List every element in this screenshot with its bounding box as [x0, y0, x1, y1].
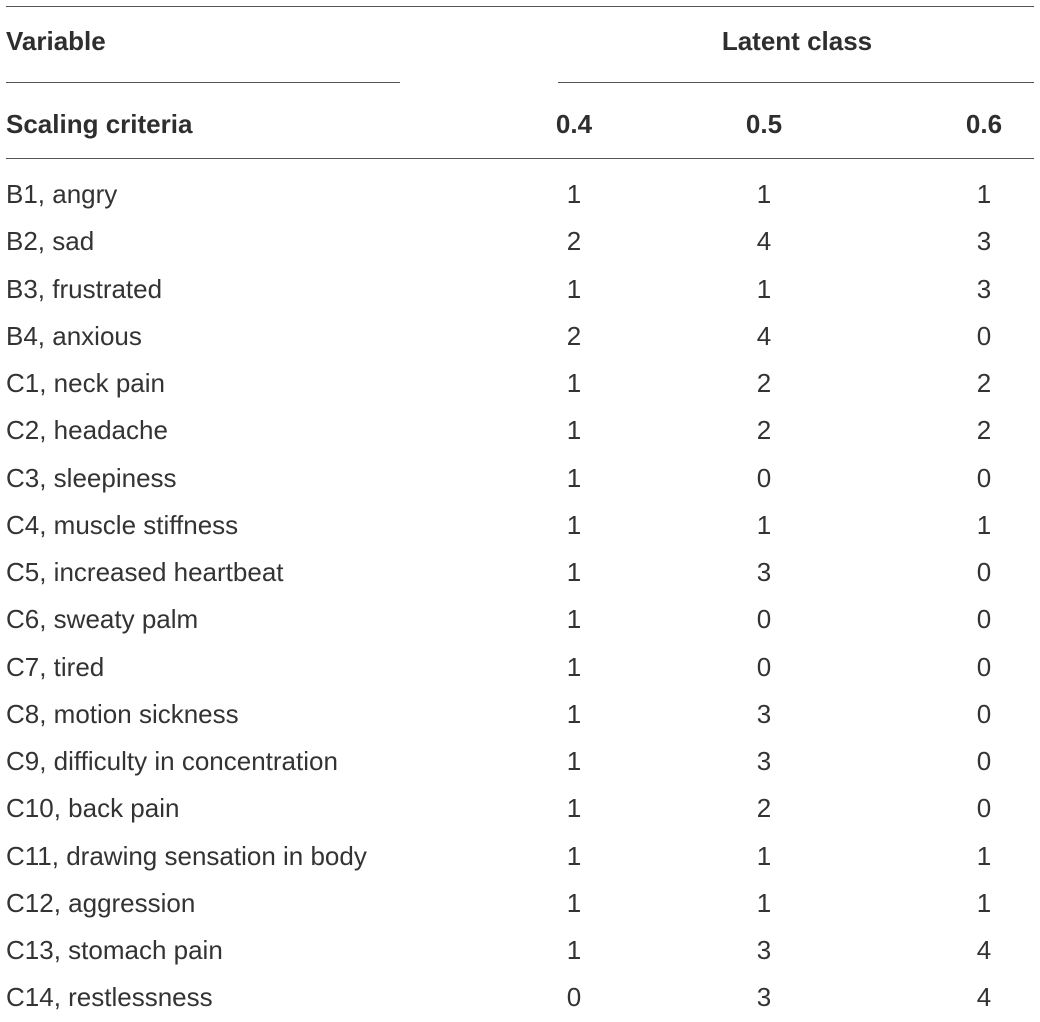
- table-row: [0, 360, 1040, 407]
- row-label: C1, neck pain: [6, 368, 165, 398]
- row-value: 1: [566, 935, 582, 965]
- header-latent-class: Latent class: [721, 26, 873, 56]
- row-value: 1: [566, 604, 582, 635]
- row-value: 3: [756, 746, 772, 776]
- row-value: 0: [756, 604, 772, 635]
- row-label: B2, sad: [6, 226, 95, 257]
- row-value: 1: [976, 179, 992, 209]
- table-row: [0, 738, 1040, 785]
- row-value: 1: [756, 273, 772, 304]
- row-value: 1: [756, 887, 772, 918]
- table-body: [0, 171, 1040, 1022]
- table-row: [0, 218, 1040, 265]
- header-column-0-5: 0.5: [745, 109, 783, 139]
- header-column-0-4: 0.4: [555, 109, 593, 139]
- table-row: [0, 502, 1040, 549]
- row-value: 1: [566, 651, 582, 682]
- row-value: 3: [976, 226, 992, 257]
- row-value: 3: [976, 273, 992, 304]
- row-value: 0: [756, 462, 772, 493]
- row-value: 0: [976, 462, 992, 493]
- row-value: 0: [976, 604, 992, 635]
- row-label: C3, sleepiness: [6, 462, 177, 493]
- row-value: 4: [756, 320, 772, 351]
- row-value: 1: [756, 509, 772, 540]
- row-value: 3: [756, 982, 772, 1013]
- row-value: 1: [566, 557, 582, 587]
- row-label: C14, restlessness: [6, 982, 213, 1013]
- table-row: [0, 407, 1040, 454]
- row-value: 0: [976, 698, 992, 729]
- row-value: 2: [976, 415, 992, 446]
- header-scaling-criteria: Scaling criteria: [6, 109, 193, 139]
- row-value: 0: [566, 982, 582, 1013]
- table-row: [0, 974, 1040, 1021]
- table-top-rule: [6, 6, 1034, 7]
- header-column-0-6: 0.6: [965, 109, 1003, 139]
- row-value: 2: [756, 415, 772, 446]
- row-label: C2, headache: [6, 415, 168, 446]
- header-bottom-rule: [6, 158, 1034, 159]
- row-value: 3: [756, 698, 772, 729]
- row-label: C13, stomach pain: [6, 935, 223, 965]
- row-label: C7, tired: [6, 651, 105, 682]
- row-label: C5, increased heartbeat: [6, 557, 284, 587]
- row-value: 4: [756, 226, 772, 257]
- table-row: [0, 644, 1040, 691]
- row-value: 1: [976, 840, 992, 871]
- row-value: 2: [566, 320, 582, 351]
- table-row: [0, 455, 1040, 502]
- row-value: 1: [566, 415, 582, 446]
- row-label: C4, muscle stiffness: [6, 509, 239, 540]
- row-value: 1: [976, 887, 992, 918]
- row-value: 3: [756, 935, 772, 965]
- row-value: 0: [976, 557, 992, 587]
- header-variable-rule: [6, 82, 400, 83]
- row-value: 2: [756, 368, 772, 398]
- row-value: 4: [976, 935, 992, 965]
- row-value: 0: [756, 651, 772, 682]
- row-label: C12, aggression: [6, 887, 196, 918]
- row-value: 1: [756, 179, 772, 209]
- row-value: 1: [566, 509, 582, 540]
- row-value: 0: [976, 320, 992, 351]
- row-value: 1: [566, 368, 582, 398]
- table-row: [0, 927, 1040, 974]
- row-value: 1: [566, 698, 582, 729]
- table-row: [0, 171, 1040, 218]
- table-row: [0, 596, 1040, 643]
- row-value: 2: [566, 226, 582, 257]
- row-value: 1: [976, 509, 992, 540]
- row-label: C10, back pain: [6, 793, 180, 824]
- row-label: C11, drawing sensation in body: [6, 840, 367, 871]
- header-variable: Variable: [6, 26, 106, 56]
- row-label: B1, angry: [6, 179, 118, 209]
- table-row: [0, 833, 1040, 880]
- row-value: 0: [976, 746, 992, 776]
- table-row: [0, 691, 1040, 738]
- row-value: 2: [756, 793, 772, 824]
- row-value: 1: [566, 746, 582, 776]
- row-value: 1: [566, 273, 582, 304]
- row-value: 1: [566, 840, 582, 871]
- row-value: 1: [566, 179, 582, 209]
- row-label: C9, difficulty in concentration: [6, 746, 338, 776]
- row-value: 1: [756, 840, 772, 871]
- table-row: [0, 266, 1040, 313]
- table-row: [0, 549, 1040, 596]
- table-row: [0, 313, 1040, 360]
- row-label: C8, motion sickness: [6, 698, 239, 729]
- row-value: 3: [756, 557, 772, 587]
- row-value: 4: [976, 982, 992, 1013]
- row-label: B3, frustrated: [6, 273, 163, 304]
- row-value: 1: [566, 793, 582, 824]
- row-value: 0: [976, 793, 992, 824]
- row-label: C6, sweaty palm: [6, 604, 199, 635]
- row-value: 0: [976, 651, 992, 682]
- row-label: B4, anxious: [6, 320, 142, 351]
- row-value: 2: [976, 368, 992, 398]
- row-value: 1: [566, 887, 582, 918]
- table-row: [0, 880, 1040, 927]
- row-value: 1: [566, 462, 582, 493]
- table-row: [0, 785, 1040, 832]
- header-latent-class-rule: [558, 82, 1034, 83]
